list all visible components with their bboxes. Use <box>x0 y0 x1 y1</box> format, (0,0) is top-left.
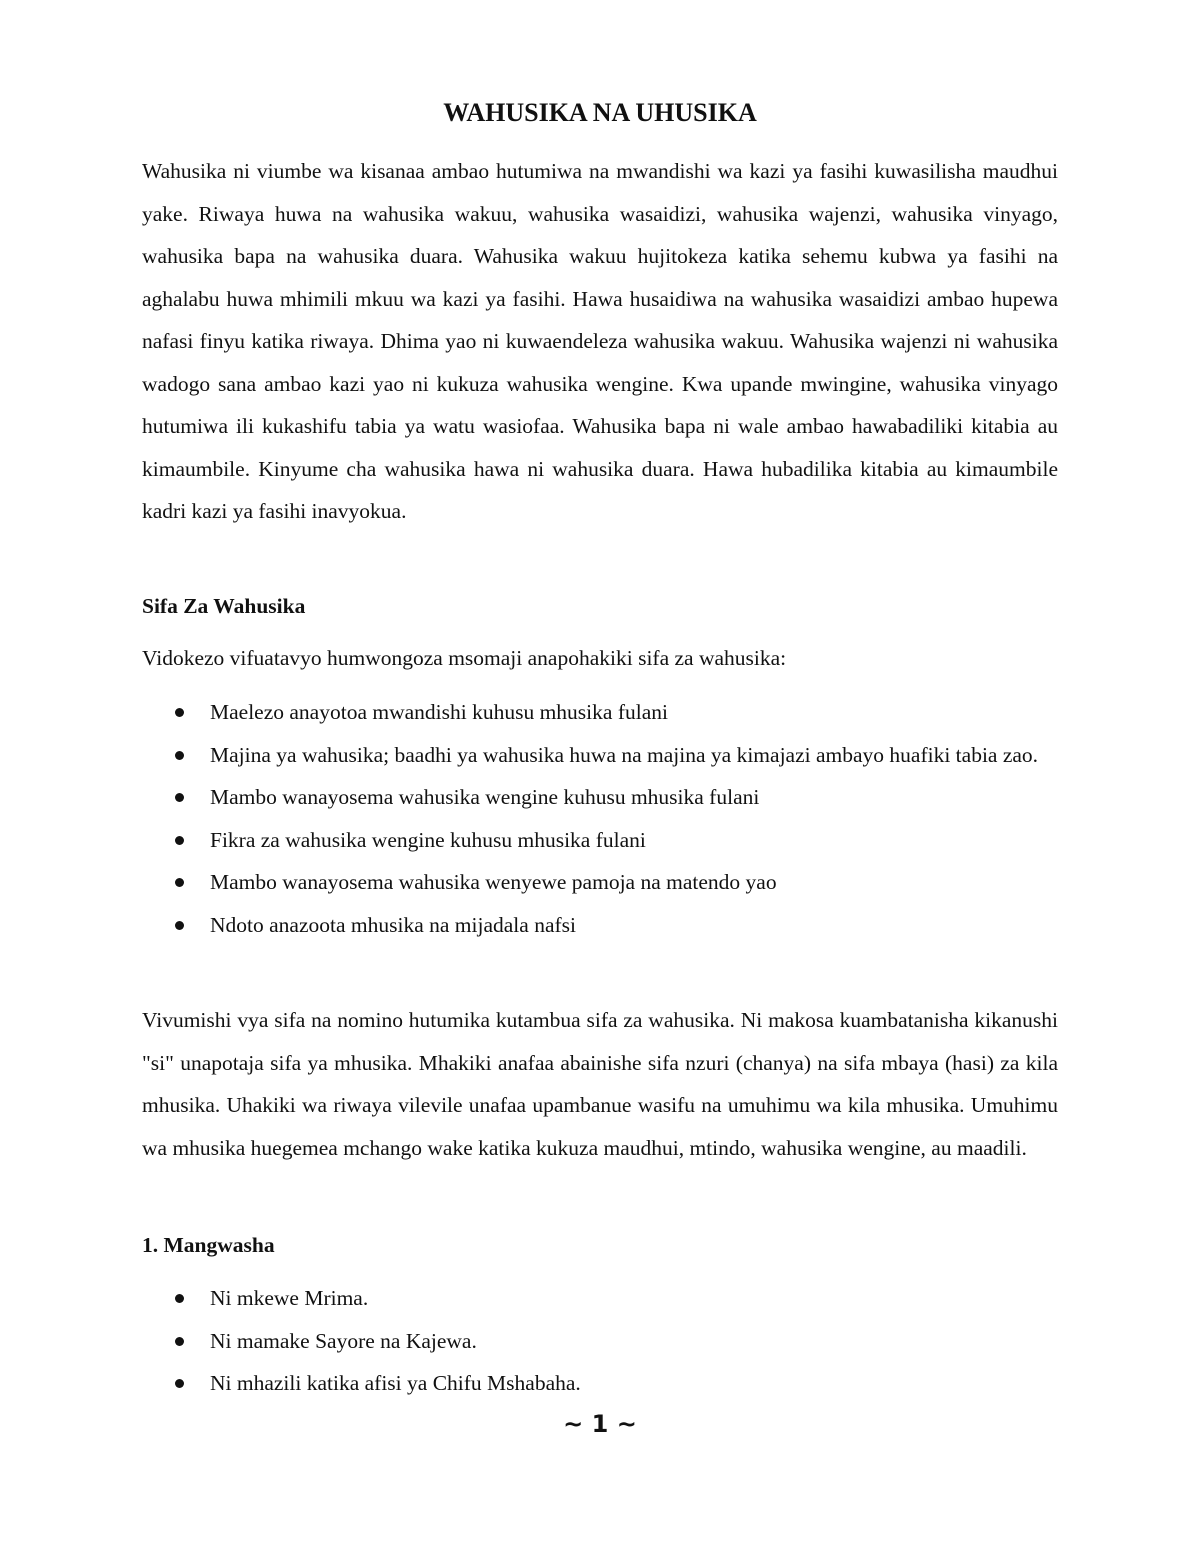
list-item-text: Ni mkewe Mrima. <box>210 1286 369 1310</box>
list-item-text: Ni mamake Sayore na Kajewa. <box>210 1328 477 1353</box>
bullet-icon <box>175 1337 184 1346</box>
list-item <box>142 1320 1058 1363</box>
list-item-text: Mambo wanayosema wahusika wenyewe pamoja na matendo yao <box>210 870 777 894</box>
bullet-icon <box>175 1379 184 1388</box>
section-heading-mangwasha: 1. Mangwasha <box>142 1233 275 1257</box>
mangwasha-bullet-list <box>142 1277 1058 1405</box>
sifa-explanation-paragraph: Vivumishi vya sifa na nomino hutumika kutambua sifa za wahusika. Ni makosa kuambatanisha kikanushi "si" unapotaja sifa ya mhusika. Mhakiki anafaa abainishe sifa nzuri (chanya) na sifa mbaya (hasi) za kila mhusika. Uhakiki wa riwaya vilevile unafaa upambanue wasifu na umuhimu wa kila mhusika. Umuhimu wa mhusika huegemea mchango wake katika kukuza maudhui, mtindo, wahusika wengine, au maadili. <box>142 1008 1058 1160</box>
list-item <box>142 734 1058 777</box>
list-item-text: Majina ya wahusika; baadhi ya wahusika huwa na majina ya kimajazi ambayo huafiki tabia zao. <box>210 742 1039 767</box>
page-number: ~ 1 ~ <box>563 1410 637 1438</box>
list-item-text: Maelezo anayotoa mwandishi kuhusu mhusika fulani <box>210 700 668 724</box>
section-heading-sifa: Sifa Za Wahusika <box>142 594 306 618</box>
bullet-icon <box>175 1294 184 1303</box>
bullet-icon <box>175 878 184 887</box>
list-item <box>142 861 1058 904</box>
intro-paragraph: Wahusika ni viumbe wa kisanaa ambao hutumiwa na mwandishi wa kazi ya fasihi kuwasilisha maudhui yake. Riwaya huwa na wahusika wakuu, wahusika wasaidizi, wahusika wajenzi, wahusika vinyago, wahusika bapa na wahusika duara. Wahusika wakuu hujitokeza katika sehemu kubwa ya fasihi na aghalabu huwa mhimili mkuu wa kazi ya fasihi. Hawa husaidiwa na wahusika wasaidizi ambao hupewa nafasi finyu katika riwaya. Dhima yao ni kuwaendeleza wahusika wakuu. Wahusika wajenzi ni wahusika wadogo sana ambao kazi yao ni kukuza wahusika wengine. Kwa upande mwingine, wahusika vinyago hutumiwa ili kukashifu tabia ya watu wasiofaa. Wahusika bapa ni wale ambao hawabadiliki kitabia au kimaumbile. Kinyume cha wahusika hawa ni wahusika duara. Hawa hubadilika kitabia au kimaumbile kadri kazi ya fasihi inavyokua. <box>142 159 1058 523</box>
sifa-intro-text: Vidokezo vifuatavyo humwongoza msomaji anapohakiki sifa za wahusika: <box>142 646 787 670</box>
bullet-icon <box>175 793 184 802</box>
bullet-icon <box>175 708 184 717</box>
list-item <box>142 904 1058 947</box>
bullet-icon <box>175 751 184 760</box>
document-title: WAHUSIKA NA UHUSIKA <box>443 98 757 127</box>
list-item <box>142 691 1058 734</box>
list-item <box>142 776 1058 819</box>
list-item-text: Mambo wanayosema wahusika wengine kuhusu mhusika fulani <box>210 785 760 809</box>
list-item <box>142 1277 1058 1320</box>
list-item <box>142 819 1058 862</box>
list-item <box>142 1362 1058 1405</box>
list-item-text: Fikra za wahusika wengine kuhusu mhusika fulani <box>210 827 646 852</box>
list-item-text: Ndoto anazoota mhusika na mijadala nafsi <box>210 912 576 937</box>
sifa-bullet-list <box>142 691 1058 946</box>
list-item-text: Ni mhazili katika afisi ya Chifu Mshabaha. <box>210 1371 581 1395</box>
bullet-icon <box>175 921 184 930</box>
bullet-icon <box>175 836 184 845</box>
